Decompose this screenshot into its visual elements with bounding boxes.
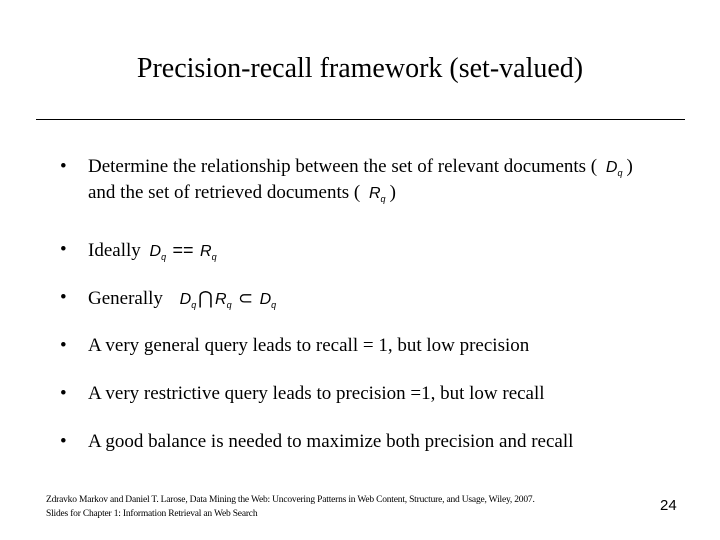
page-number: 24 [660, 497, 677, 514]
footer-chapter: Slides for Chapter 1: Information Retrieval an Web Search [46, 509, 258, 519]
bullet-text: Generally [88, 288, 163, 309]
bullet-marker: • [60, 156, 67, 177]
bullet-text: and the set of retrieved documents ( [88, 182, 361, 203]
math-relevant-set: $D_q$ [605, 159, 623, 179]
bullet-relationship-line1: Determine the relationship between the set of relevant documents ( $D_q$ ) [88, 154, 633, 186]
bullet-good-balance: A good balance is needed to maximize both precision and recall [88, 431, 574, 452]
bullet-marker: • [60, 383, 67, 404]
bullet-marker: • [60, 431, 67, 452]
bullet-restrictive-query: A very restrictive query leads to precision =1, but low recall [88, 383, 545, 404]
math-generally-equation: $D_q$ ⋂ $R_q$ ⊂ $D_q$ [179, 288, 277, 311]
math-retrieved-set: $R_q$ [368, 185, 386, 205]
bullet-ideally [88, 237, 221, 270]
bullet-generally [88, 285, 280, 318]
footer-citation: Zdravko Markov and Daniel T. Larose, Data Mining the Web: Uncovering Patterns in Web Content, Structure, and Usage, Wiley, 2007. [46, 495, 535, 505]
bullet-marker: • [60, 287, 67, 308]
bullet-relationship-line2: and the set of retrieved documents ( $R_q$ ) [88, 180, 396, 212]
bullet-general-query: A very general query leads to recall = 1, but low precision [88, 335, 530, 356]
title-divider [36, 119, 685, 120]
bullet-marker: • [60, 239, 67, 260]
math-ideally-equation: $D_q == R_q$ [149, 240, 217, 263]
slide-title: Precision-recall framework (set-valued) [136, 53, 584, 84]
bullet-marker: • [60, 335, 67, 356]
slide-footer [46, 493, 535, 521]
bullet-text: Determine the relationship between the set of relevant documents ( [88, 156, 598, 177]
bullet-text: Ideally [88, 240, 141, 261]
